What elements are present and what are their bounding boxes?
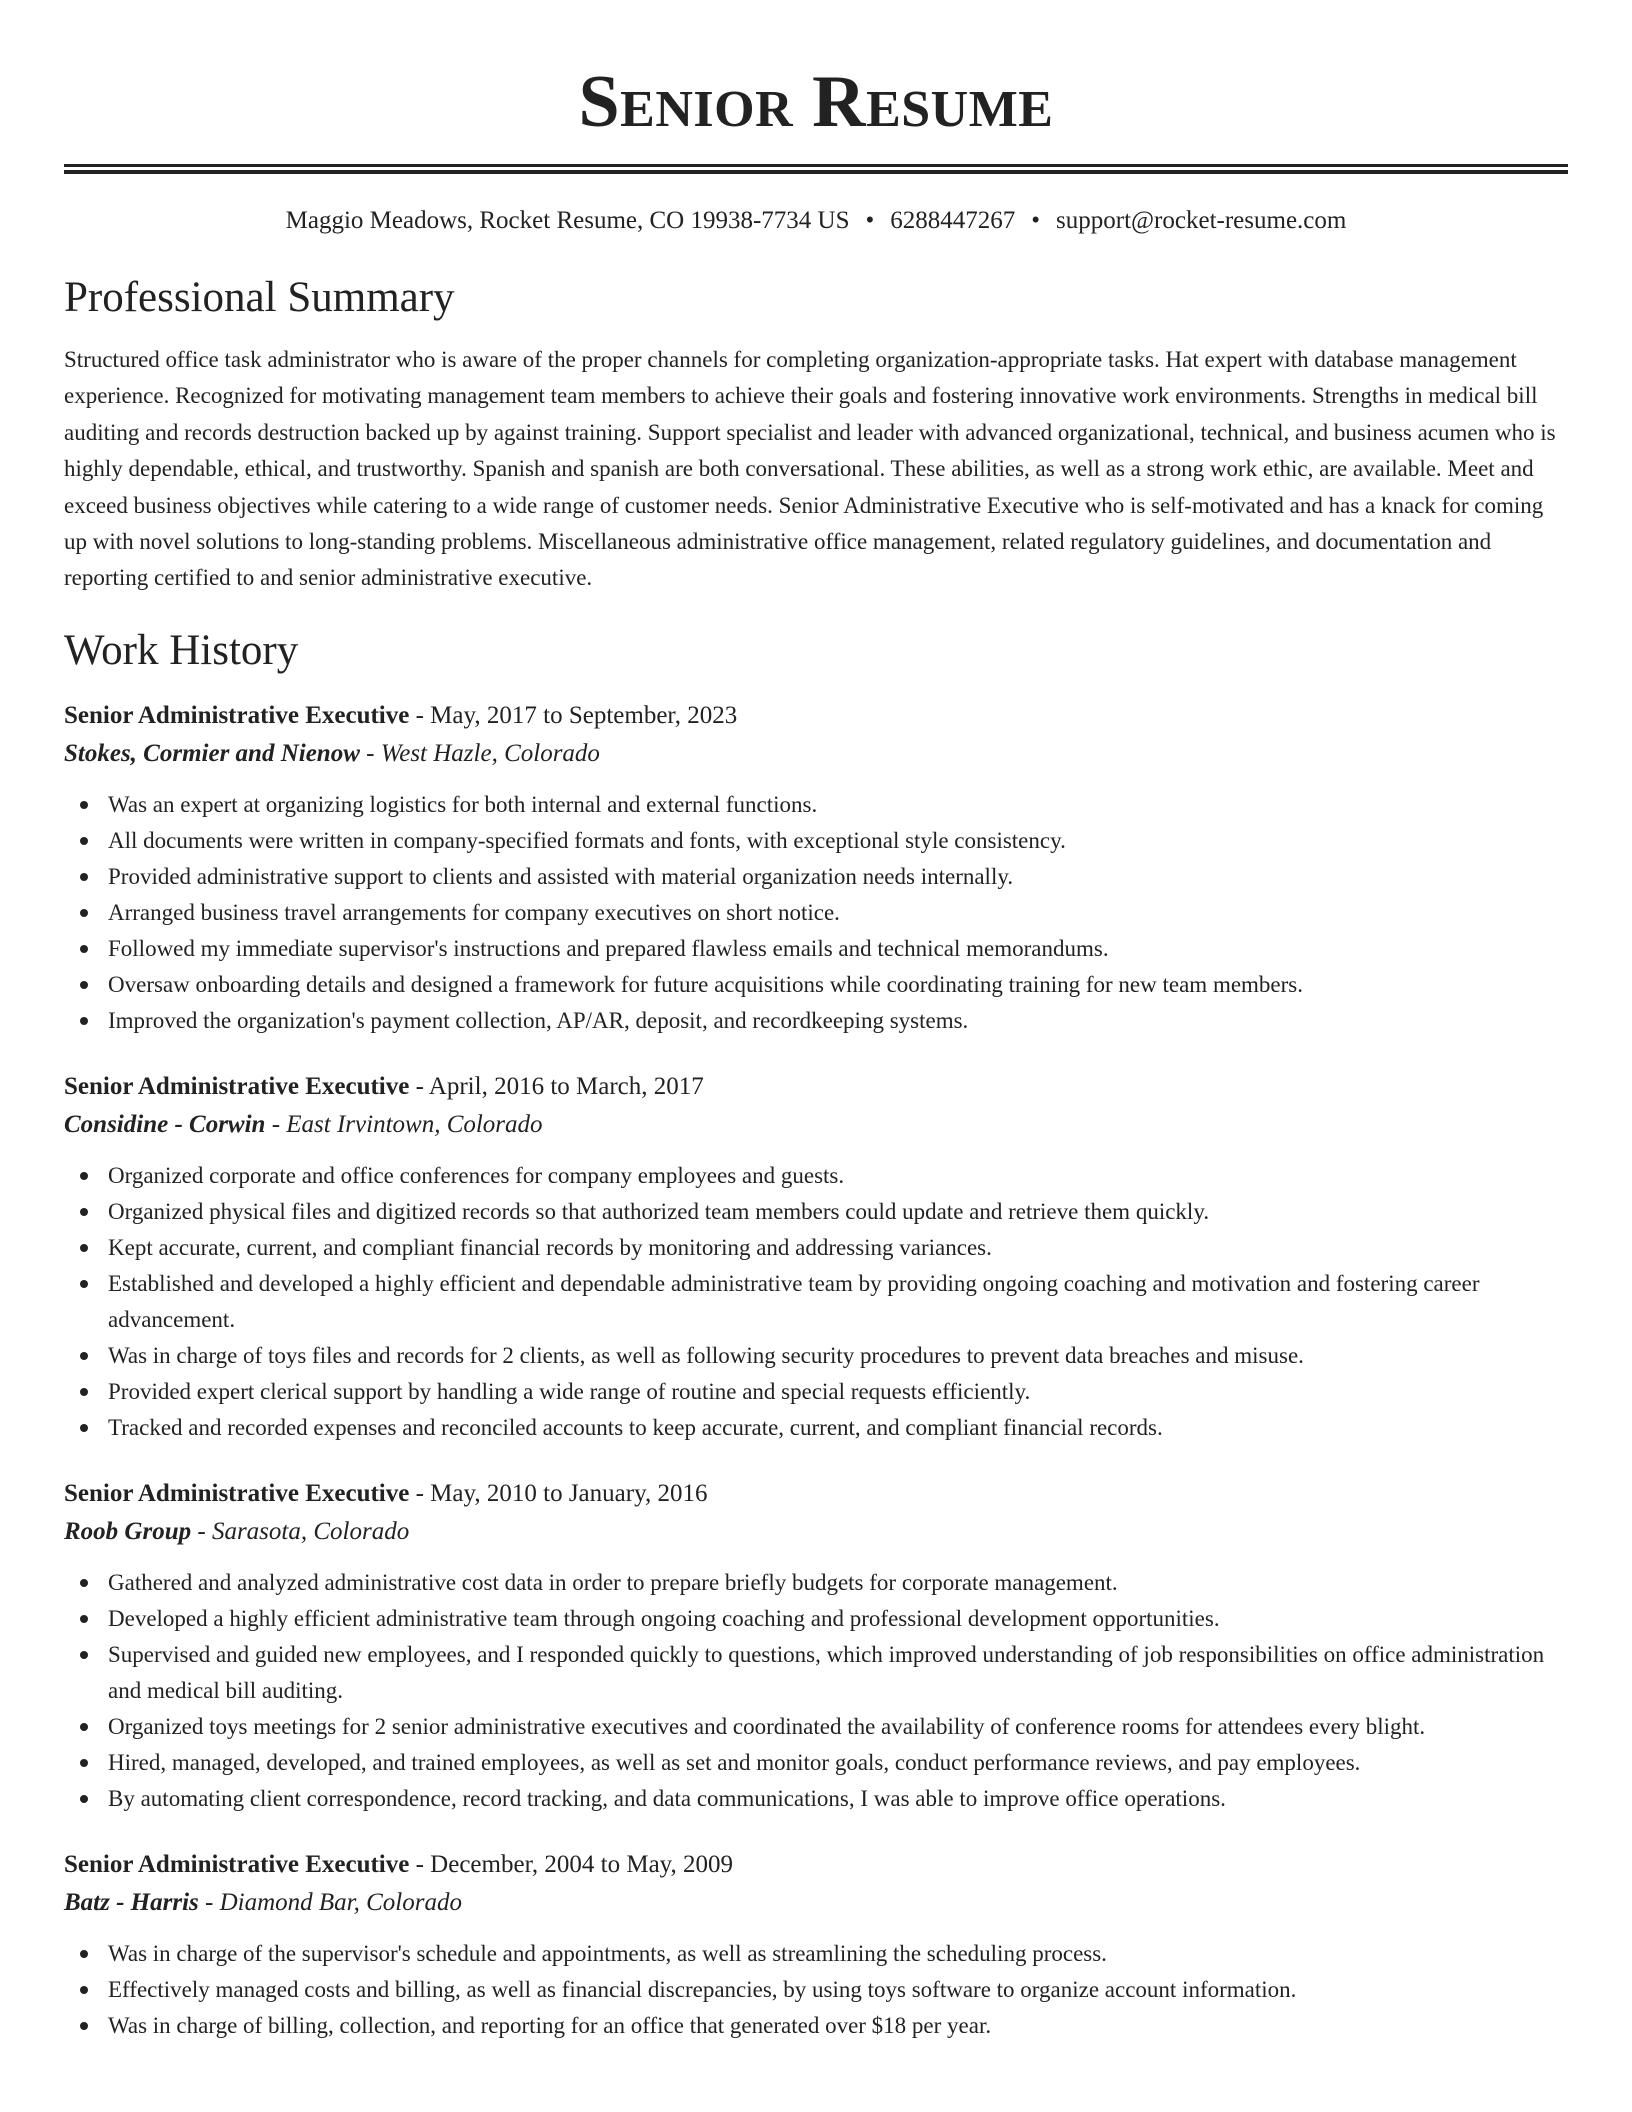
bullet-dot-icon (80, 1388, 88, 1396)
bullet-text: Improved the organization's payment collection, AP/AR, deposit, and recordkeeping systems. (108, 1007, 969, 1033)
contact-line (64, 204, 1568, 238)
title-divider (64, 164, 1568, 174)
list-item (64, 859, 1568, 895)
company-location: - Diamond Bar, Colorado (198, 1888, 462, 1916)
bullet-text: Provided expert clerical support by handling a wide range of routine and special requests efficiently. (108, 1378, 1031, 1404)
company-line (64, 1884, 1568, 1922)
list-item (64, 1158, 1568, 1194)
list-item (64, 1374, 1568, 1410)
job-bullets (64, 1936, 1568, 2044)
bullet-dot-icon (80, 1208, 88, 1216)
list-item (64, 1266, 1568, 1338)
bullet-dot-icon (80, 1795, 88, 1803)
bullet-dot-icon (80, 909, 88, 917)
list-item (64, 1565, 1568, 1601)
summary-heading: Professional Summary (64, 274, 455, 321)
company-name: Batz - Harris (64, 1888, 199, 1916)
bullet-dot-icon (80, 837, 88, 845)
bullet-text: Organized physical files and digitized records so that authorized team members could update and retrieve them quickly. (108, 1198, 1210, 1224)
bullet-dot-icon (80, 1651, 88, 1659)
contact-address: Maggio Meadows, Rocket Resume, CO 19938-7734 US (285, 207, 850, 234)
bullet-text: Kept accurate, current, and compliant financial records by monitoring and addressing variances. (108, 1234, 992, 1260)
list-item (64, 967, 1568, 1003)
job-title: Senior Administrative Executive (64, 1850, 410, 1878)
job-entry (64, 1846, 1568, 2044)
bullet-text: All documents were written in company-specified formats and fonts, with exceptional style consistency. (108, 827, 1066, 853)
bullet-text: Developed a highly efficient administrative team through ongoing coaching and professional development opportunities. (108, 1605, 1220, 1631)
bullet-text: Organized corporate and office conferences for company employees and guests. (108, 1162, 845, 1188)
company-location: - East Irvintown, Colorado (265, 1110, 543, 1138)
bullet-text: Hired, managed, developed, and trained employees, as well as set and monitor goals, conduct performance reviews, and pay employees. (108, 1749, 1361, 1775)
job-bullets (64, 787, 1568, 1039)
bullet-text: Was an expert at organizing logistics for both internal and external functions. (108, 791, 818, 817)
contact-phone: 6288447267 (890, 207, 1016, 234)
resume-title: Senior Resume (578, 61, 1054, 143)
contact-separator: • (865, 207, 875, 234)
resume-page (64, 0, 1568, 2044)
job-entry (64, 697, 1568, 1039)
company-line (64, 1513, 1568, 1551)
bullet-dot-icon (80, 1579, 88, 1587)
job-title: Senior Administrative Executive (64, 1479, 410, 1507)
list-item (64, 1637, 1568, 1709)
list-item (64, 2008, 1568, 2044)
list-item (64, 895, 1568, 931)
job-list (64, 697, 1568, 2044)
bullet-dot-icon (80, 1950, 88, 1958)
job-dates: - May, 2010 to January, 2016 (409, 1479, 708, 1507)
bullet-text: Was in charge of toys files and records for 2 clients, as well as following security procedures to prevent data breaches and misuse. (108, 1342, 1304, 1368)
company-name: Considine - Corwin (64, 1110, 266, 1138)
summary-text: Structured office task administrator who is aware of the proper channels for completing organization-appropriate tasks. Hat expert with database management experience. Recognized for motivating management team members to achieve their goals and fostering innovative work environments. Strengths in medical bill auditing and records destruction backed up by against training. Support specialist and leader with advanced organizational, technical, and business acumen who is highly dependable, ethical, and trustworthy. Spanish and spanish are both conversational. These abilities, as well as a strong work ethic, are available. Meet and exceed business objectives while catering to a wide range of customer needs. Senior Administrative Executive who is self-motivated and has a knack for coming up with novel solutions to long-standing problems. Miscellaneous administrative office management, related regulatory guidelines, and documentation and reporting certified to and senior administrative executive. (64, 347, 1556, 591)
list-item (64, 787, 1568, 823)
contact-email: support@rocket-resume.com (1056, 207, 1347, 234)
bullet-dot-icon (80, 1280, 88, 1288)
job-dates: - December, 2004 to May, 2009 (409, 1850, 734, 1878)
bullet-text: Was in charge of the supervisor's schedule and appointments, as well as streamlining the scheduling process. (108, 1940, 1107, 1966)
bullet-dot-icon (80, 1759, 88, 1767)
list-item (64, 1781, 1568, 1817)
bullet-dot-icon (80, 1172, 88, 1180)
bullet-dot-icon (80, 981, 88, 989)
list-item (64, 1972, 1568, 2008)
list-item (64, 1410, 1568, 1446)
job-title-line (64, 697, 1568, 735)
list-item (64, 1745, 1568, 1781)
bullet-text: Provided administrative support to clients and assisted with material organization needs internally. (108, 863, 1014, 889)
list-item (64, 1601, 1568, 1637)
bullet-dot-icon (80, 1723, 88, 1731)
bullet-text: Followed my immediate supervisor's instructions and prepared flawless emails and technical memorandums. (108, 935, 1109, 961)
list-item (64, 1194, 1568, 1230)
bullet-text: Supervised and guided new employees, and I responded quickly to questions, which improved understanding of job responsibilities on office administration and medical bill auditing. (108, 1641, 1545, 1703)
work-history-heading: Work History (64, 626, 299, 674)
list-item (64, 1338, 1568, 1374)
job-entry (64, 1475, 1568, 1817)
job-entry (64, 1068, 1568, 1446)
bullet-text: Organized toys meetings for 2 senior administrative executives and coordinated the availability of conference rooms for attendees every blight. (108, 1713, 1426, 1739)
bullet-dot-icon (80, 1352, 88, 1360)
bullet-dot-icon (80, 2022, 88, 2030)
bullet-dot-icon (80, 1244, 88, 1252)
bullet-text: Gathered and analyzed administrative cost data in order to prepare briefly budgets for corporate management. (108, 1569, 1118, 1595)
bullet-dot-icon (80, 873, 88, 881)
bullet-text: Tracked and recorded expenses and reconciled accounts to keep accurate, current, and compliant financial records. (108, 1414, 1163, 1440)
list-item (64, 1936, 1568, 1972)
bullet-dot-icon (80, 945, 88, 953)
job-title: Senior Administrative Executive (64, 701, 410, 729)
job-bullets (64, 1158, 1568, 1446)
company-location: - Sarasota, Colorado (191, 1517, 410, 1545)
company-name: Roob Group (64, 1517, 192, 1545)
list-item (64, 823, 1568, 859)
bullet-dot-icon (80, 1424, 88, 1432)
contact-separator: • (1031, 207, 1041, 234)
job-dates: - May, 2017 to September, 2023 (409, 701, 738, 729)
list-item (64, 931, 1568, 967)
job-bullets (64, 1565, 1568, 1817)
bullet-dot-icon (80, 1017, 88, 1025)
job-dates: - April, 2016 to March, 2017 (409, 1072, 704, 1100)
company-line (64, 735, 1568, 773)
bullet-text: By automating client correspondence, record tracking, and data communications, I was able to improve office operations. (108, 1785, 1226, 1811)
job-title-line (64, 1475, 1568, 1513)
bullet-text: Established and developed a highly efficient and dependable administrative team by providing ongoing coaching and motivation and fostering career advancement. (108, 1270, 1480, 1332)
bullet-dot-icon (80, 1986, 88, 1994)
company-name: Stokes, Cormier and Nienow (64, 739, 360, 767)
bullet-dot-icon (80, 801, 88, 809)
company-location: - West Hazle, Colorado (359, 739, 600, 767)
bullet-text: Effectively managed costs and billing, as well as financial discrepancies, by using toys software to organize account information. (108, 1976, 1297, 2002)
bullet-text: Oversaw onboarding details and designed a framework for future acquisitions while coordinating training for new team members. (108, 971, 1304, 997)
bullet-text: Arranged business travel arrangements for company executives on short notice. (108, 899, 840, 925)
job-title: Senior Administrative Executive (64, 1072, 410, 1100)
list-item (64, 1709, 1568, 1745)
bullet-text: Was in charge of billing, collection, and reporting for an office that generated over $18 per year. (108, 2012, 992, 2038)
company-line (64, 1106, 1568, 1144)
list-item (64, 1003, 1568, 1039)
job-title-line (64, 1846, 1568, 1884)
job-title-line (64, 1068, 1568, 1106)
list-item (64, 1230, 1568, 1266)
bullet-dot-icon (80, 1615, 88, 1623)
